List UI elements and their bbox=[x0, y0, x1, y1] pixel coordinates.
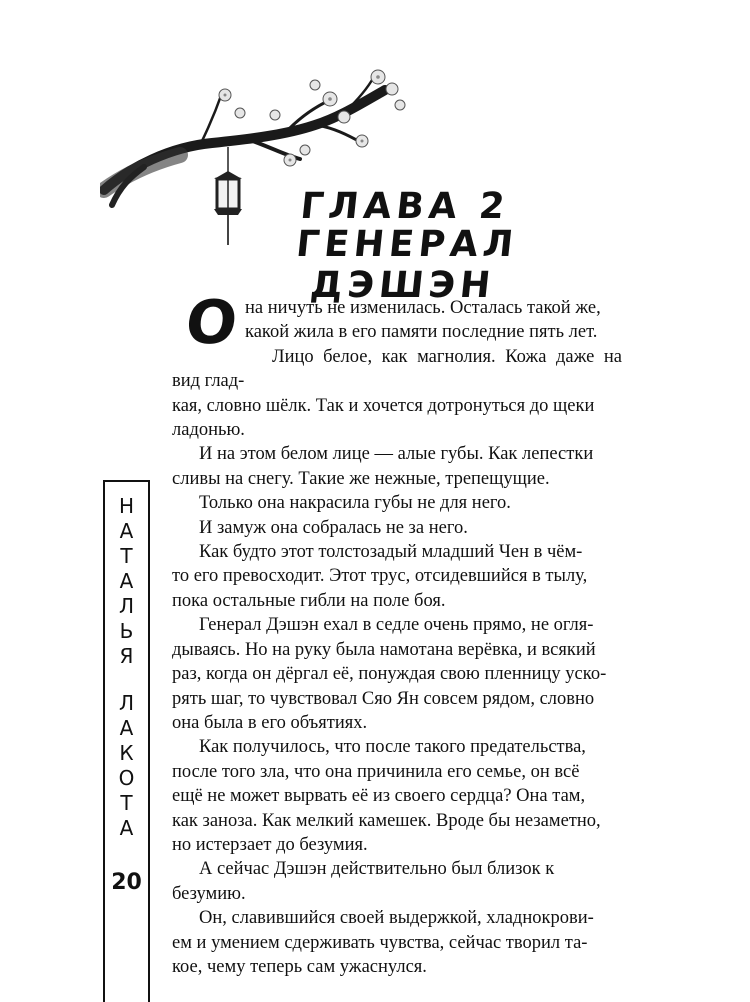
text-line: рять шаг, то чувствовал Сяо Ян совсем рядом, словно bbox=[172, 688, 595, 709]
text-line: Генерал Дэшэн ехал в седле очень прямо, не огля- bbox=[199, 615, 594, 636]
text-line: Как будто этот толстозадый младший Чен в чём- bbox=[199, 542, 583, 563]
text-line: И замуж она собралась не за него. bbox=[199, 517, 468, 538]
author-letter: Н bbox=[118, 494, 135, 518]
author-letter: Л bbox=[118, 594, 135, 618]
author-letter: Я bbox=[119, 644, 134, 668]
page-number: 20 bbox=[111, 870, 142, 895]
chapter-number: ГЛАВА 2 bbox=[298, 186, 512, 227]
text-line: кое, чему теперь сам ужаснулся. bbox=[172, 956, 427, 977]
text-line: раз, когда он дёргал её, понуждая свою пленницу уско- bbox=[172, 664, 607, 685]
author-letter: А bbox=[119, 569, 134, 593]
author-letter: Т bbox=[120, 544, 133, 568]
text-line: А сейчас Дэшэн действительно был близок к безумию. bbox=[172, 859, 555, 904]
chapter-title: ГЕНЕРАЛ ДЭШЭН bbox=[294, 224, 521, 306]
chapter-body-text bbox=[172, 288, 622, 979]
text-line: Он, славившийся своей выдержкой, хладнокрови- bbox=[199, 908, 594, 929]
text-line: какой жила в его памяти последние пять лет. bbox=[245, 322, 598, 343]
author-sidebar bbox=[103, 480, 150, 1002]
text-line: как заноза. Как мелкий камешек. Вроде бы незаметно, bbox=[172, 810, 601, 831]
text-line: пока остальные гибли на поле боя. bbox=[172, 590, 446, 611]
text-line: Как получилось, что после такого предательства, bbox=[199, 737, 586, 758]
text-line: на ничуть не изменилась. Осталась такой же, bbox=[245, 298, 601, 318]
author-letter: А bbox=[119, 716, 134, 740]
text-line: дываясь. Но на руку была намотана верёвка, и всякий bbox=[172, 639, 596, 660]
text-line: то его превосходит. Этот трус, отсидевшийся в тылу, bbox=[172, 566, 588, 587]
text-line: Лицо белое, как магнолия. Кожа даже на вид глад- bbox=[172, 346, 622, 392]
author-letter: Т bbox=[120, 791, 133, 815]
text-line: сливы на снегу. Такие же нежные, трепещущие. bbox=[172, 468, 550, 489]
text-line: И на этом белом лице — алые губы. Как лепестки bbox=[199, 444, 594, 465]
text-line: но истерзает до безумия. bbox=[172, 834, 368, 855]
text-line: она была в его объятиях. bbox=[172, 712, 368, 733]
drop-cap: О bbox=[182, 288, 241, 358]
text-line: после того зла, что она причинила его семье, он всё bbox=[172, 761, 580, 782]
author-letter: А bbox=[119, 519, 134, 543]
text-line: кая, словно шёлк. Так и хочется дотронуться до щеки bbox=[172, 395, 595, 416]
author-name bbox=[105, 494, 148, 841]
author-letter: Ь bbox=[119, 619, 134, 643]
author-letter: О bbox=[118, 766, 135, 790]
text-line: ещё не может вырвать её из своего сердца? Она там, bbox=[172, 786, 586, 807]
text-line: ладонью. bbox=[172, 420, 245, 441]
author-last-name bbox=[105, 691, 148, 841]
author-letter: Л bbox=[118, 691, 135, 715]
author-letter: А bbox=[119, 816, 134, 840]
text-line: ем и умением сдерживать чувства, сейчас творил та- bbox=[172, 932, 588, 953]
author-first-name bbox=[105, 494, 148, 669]
author-letter: К bbox=[119, 741, 134, 765]
text-line: Только она накрасила губы не для него. bbox=[199, 493, 511, 514]
